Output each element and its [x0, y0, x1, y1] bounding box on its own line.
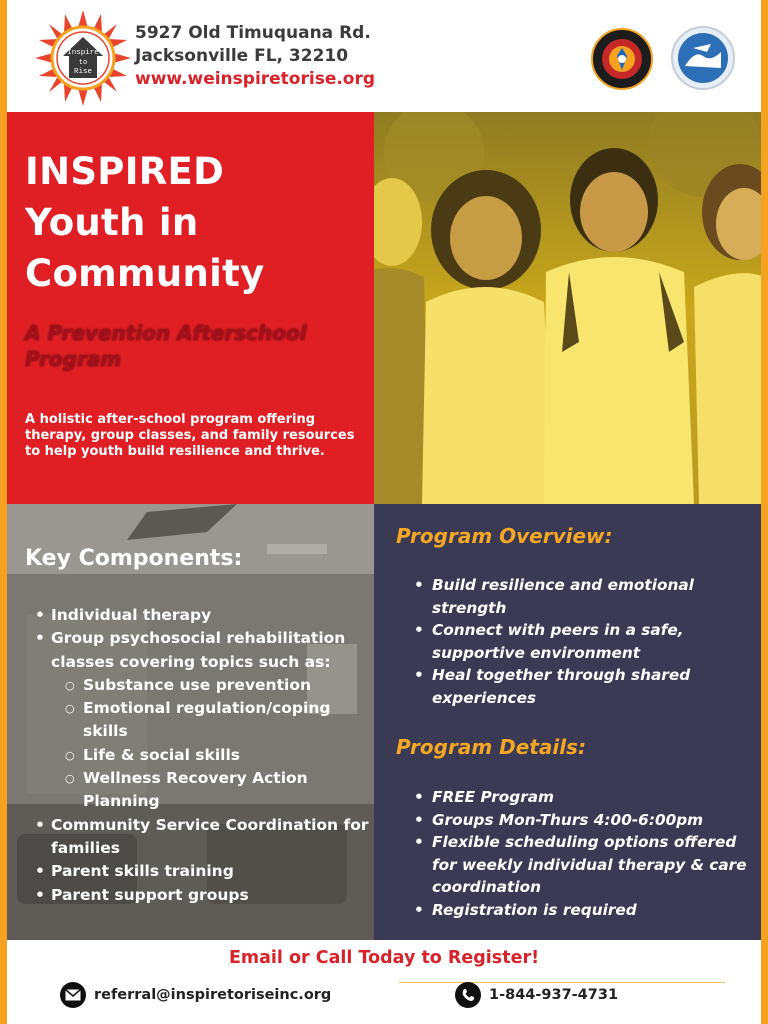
sublist-item: ○ Life & social skills: [61, 744, 373, 767]
program-info-panel: [374, 504, 761, 940]
sublist-item: ○ Wellness Recovery Action Planning: [61, 767, 373, 814]
list-item: • Parent support groups: [33, 884, 373, 907]
list-item: • Connect with peers in a safe, supportive environment: [410, 619, 750, 664]
list-item: • Community Service Coordination for families: [33, 814, 373, 861]
hero-panel: [7, 112, 374, 504]
subtitle-line-1: A Prevention Afterschool: [25, 321, 307, 345]
list-item: [33, 627, 373, 813]
left-border: [0, 0, 7, 1024]
cta-heading: Email or Call Today to Register!: [228, 948, 540, 968]
contact-address: [135, 22, 375, 91]
email-icon: [60, 982, 86, 1008]
address-street: 5927 Old Timuquana Rd.: [135, 23, 371, 43]
email-address[interactable]: referral@inspiretoriseinc.org: [94, 987, 332, 1003]
list-item: • Groups Mon-Thurs 4:00-6:00pm: [410, 809, 750, 832]
key-components-heading: Key Components:: [25, 546, 243, 571]
list-item: • Flexible scheduling options offered for weekly individual therapy & care coordination: [410, 831, 750, 899]
phone-icon: [455, 982, 481, 1008]
sublist-item: ○ Emotional regulation/coping skills: [61, 697, 373, 744]
partner-seal-badge: [671, 26, 735, 90]
fire-rescue-badge: [591, 28, 653, 90]
subtitle-line-2: Program: [25, 347, 122, 371]
phone-number[interactable]: 1-844-937-4731: [489, 987, 619, 1003]
logo-text-rise: Rise: [73, 68, 93, 76]
title-line-1: INSPIRED: [25, 150, 225, 193]
list-item: • FREE Program: [410, 786, 750, 809]
program-details-list: [410, 786, 750, 922]
program-overview-heading: Program Overview:: [396, 524, 613, 548]
page-subtitle: [25, 320, 355, 372]
title-line-2: Youth in: [25, 201, 199, 244]
kids-photo: [374, 112, 761, 504]
program-details-heading: Program Details:: [396, 735, 586, 759]
title-line-3: Community: [25, 252, 265, 295]
address-city: Jacksonville FL, 32210: [135, 46, 349, 66]
header: [7, 0, 761, 112]
website-link[interactable]: www.weinspiretorise.org: [135, 69, 376, 89]
topics-sublist: [51, 674, 373, 814]
list-item: • Heal together through shared experiences: [410, 664, 750, 709]
sublist-item: ○ Substance use prevention: [61, 674, 373, 697]
right-border: [761, 0, 768, 1024]
key-components-panel: [7, 504, 374, 940]
logo-text-inspire: Inspire: [67, 49, 99, 57]
kids-photo-image: [374, 112, 761, 504]
list-item: • Build resilience and emotional strength: [410, 574, 750, 619]
page-title: [25, 146, 265, 299]
list-item: • Individual therapy: [33, 604, 373, 627]
phone-contact[interactable]: [455, 982, 618, 1008]
list-item: • Parent skills training: [33, 860, 373, 883]
key-components-list: [33, 604, 373, 907]
flyer: [7, 0, 761, 1024]
list-item-text: Group psychosocial rehabilitation classes covering topics such as:: [51, 629, 346, 671]
program-overview-list: [410, 574, 750, 710]
logo-text-to: to: [78, 59, 88, 67]
list-item: • Registration is required: [410, 899, 750, 922]
inspire-to-rise-logo: [35, 10, 131, 106]
program-description: A holistic after-school program offering therapy, group classes, and family resources to help youth build resilience and thrive.: [25, 412, 355, 459]
email-contact[interactable]: [60, 982, 331, 1008]
